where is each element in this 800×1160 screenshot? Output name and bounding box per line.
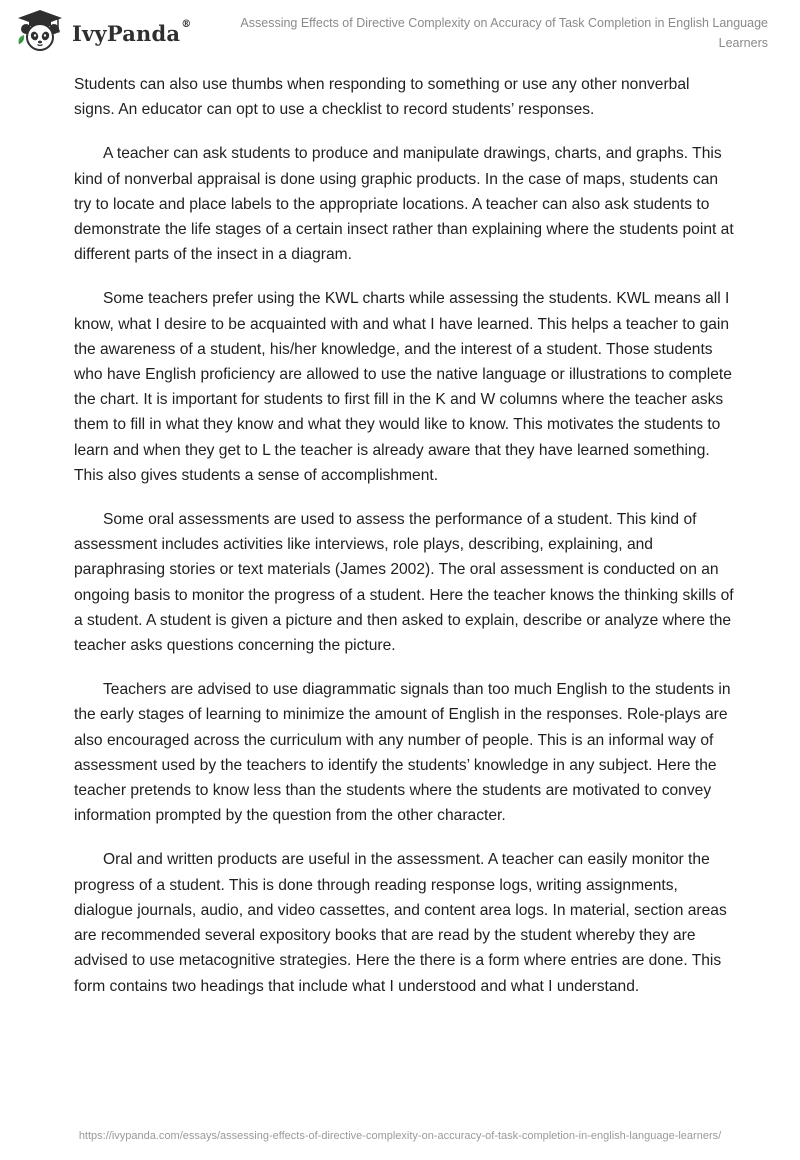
page-header (0, 0, 800, 60)
document-title: Assessing Effects of Directive Complexity on Accuracy of Task Completion in English Language Learners (240, 16, 768, 50)
paragraph: Oral and written products are useful in the assessment. A teacher can easily monitor the progress of a student. This is done through reading response logs, writing assignments, dialogue journals, audio, and video cassettes, and content area logs. In material, section areas are recommended several expository books that are read by the student whereby they are advised to use metacognitive strategies. Here the there is a form where entries are done. This form contains two headings that include what I understood and what I understand. (74, 851, 727, 995)
paragraph: Teachers are advised to use diagrammatic signals than too much English to the students in the early stages of learning to minimize the amount of English in the responses. Role-plays are also encouraged across the curriculum with any number of people. This is an informal way of assessment used by the teachers to identify the students’ knowledge in any subject. Here the teacher pretends to know less than the students where the students are motivated to convey information prompted by the question from the other character. (74, 681, 731, 825)
source-url[interactable]: https://ivypanda.com/essays/assessing-effects-of-directive-complexity-on-accuracy-of-task-completion-in-english-language-learners/ (78, 1130, 722, 1142)
paragraph: Students can also use thumbs when responding to something or use any other nonverbal signs. An educator can opt to use a checklist to record students’ responses. (74, 76, 690, 119)
ivypanda-logo[interactable] (14, 8, 191, 54)
registered-mark: ® (181, 18, 192, 30)
essay-body (74, 72, 734, 1018)
paragraph: Some teachers prefer using the KWL charts while assessing the students. KWL means all I know, what I desire to be acquainted with and what I have learned. This helps a teacher to gain the awareness of a student, his/her knowledge, and the interest of a student. Those students who have English proficiency are allowed to use the native language or illustrations to complete the chart. It is important for students to first fill in the K and W columns where the teacher asks them to fill in what they know and what they would like to know. This motivates the students to learn and when they get to L the teacher is already aware that they have learned something. This also gives students a sense of accomplishment. (74, 290, 732, 484)
paragraph: Some oral assessments are used to assess the performance of a student. This kind of assessment includes activities like interviews, role plays, describing, explaining, and paraphrasing stories or text materials (James 2002). The oral assessment is conducted on an ongoing basis to monitor the progress of a student. Here the teacher knows the thinking skills of a student. A student is given a picture and then asked to explain, describe or analyze where the teacher asks questions concerning the picture. (74, 511, 734, 655)
brand-name: IvyPanda® (72, 18, 192, 46)
panda-graduate-icon (14, 8, 66, 54)
paragraph: A teacher can ask students to produce and manipulate drawings, charts, and graphs. This kind of nonverbal appraisal is done using graphic products. In the case of maps, students can try to locate and place labels to the appropriate locations. A teacher can also ask students to demonstrate the life stages of a certain insect rather than explaining where the students point at different parts of the insect in a diagram. (74, 145, 734, 264)
